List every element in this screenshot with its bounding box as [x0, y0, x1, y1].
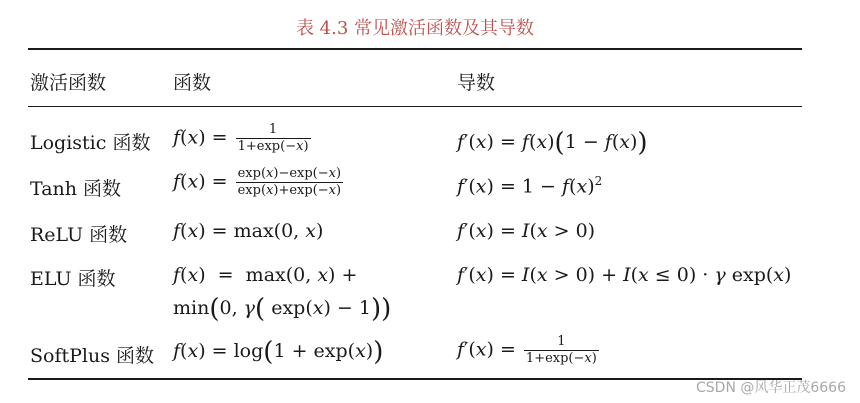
row-name-logistic: Logistic 函数	[30, 132, 151, 154]
row-name-elu: ELU 函数	[30, 268, 116, 290]
watermark: CSDN @风华正茂6666	[696, 380, 846, 396]
header-name: 激活函数	[30, 72, 107, 94]
header-derivative: 导数	[457, 72, 496, 94]
derivative-elu: f′(x) = I(x > 0) + I(x ≤ 0) · γ exp(x)	[457, 264, 792, 286]
bottom-rule	[28, 378, 802, 380]
derivative-softplus: f′(x) = $\frac{1}{1+\exp(-x)}$	[457, 334, 597, 366]
formula-relu: f(x) = max(0, x)	[173, 220, 324, 242]
formula-tanh: f(x) = $\frac{\exp(x)-\exp(-x)}{\exp(x)+\exp(-x)}$	[173, 166, 342, 198]
header-rule	[28, 106, 802, 107]
table-caption: 表 4.3 常见激活函数及其导数	[295, 18, 535, 39]
formula-elu-line2: min(0, γ( exp(x) − 1))	[173, 294, 392, 324]
derivative-logistic: f′(x) = f(x)(1 − f(x))	[457, 128, 648, 158]
row-name-softplus: SoftPlus 函数	[30, 345, 155, 367]
derivative-relu: f′(x) = I(x > 0)	[457, 220, 596, 242]
row-name-relu: ReLU 函数	[30, 224, 128, 246]
formula-softplus: f(x) = log(1 + exp(x))	[173, 337, 384, 367]
formula-logistic: f(x) = $\frac{1}{1+\exp(-x)}$	[173, 122, 309, 154]
row-name-tanh: Tanh 函数	[30, 178, 122, 200]
formula-elu: f(x) = max(0, x) +	[173, 264, 358, 286]
derivative-tanh: $f'(x) = 1 - f(x)^2$	[457, 174, 603, 198]
header-function: 函数	[173, 72, 212, 94]
top-rule	[28, 48, 802, 50]
